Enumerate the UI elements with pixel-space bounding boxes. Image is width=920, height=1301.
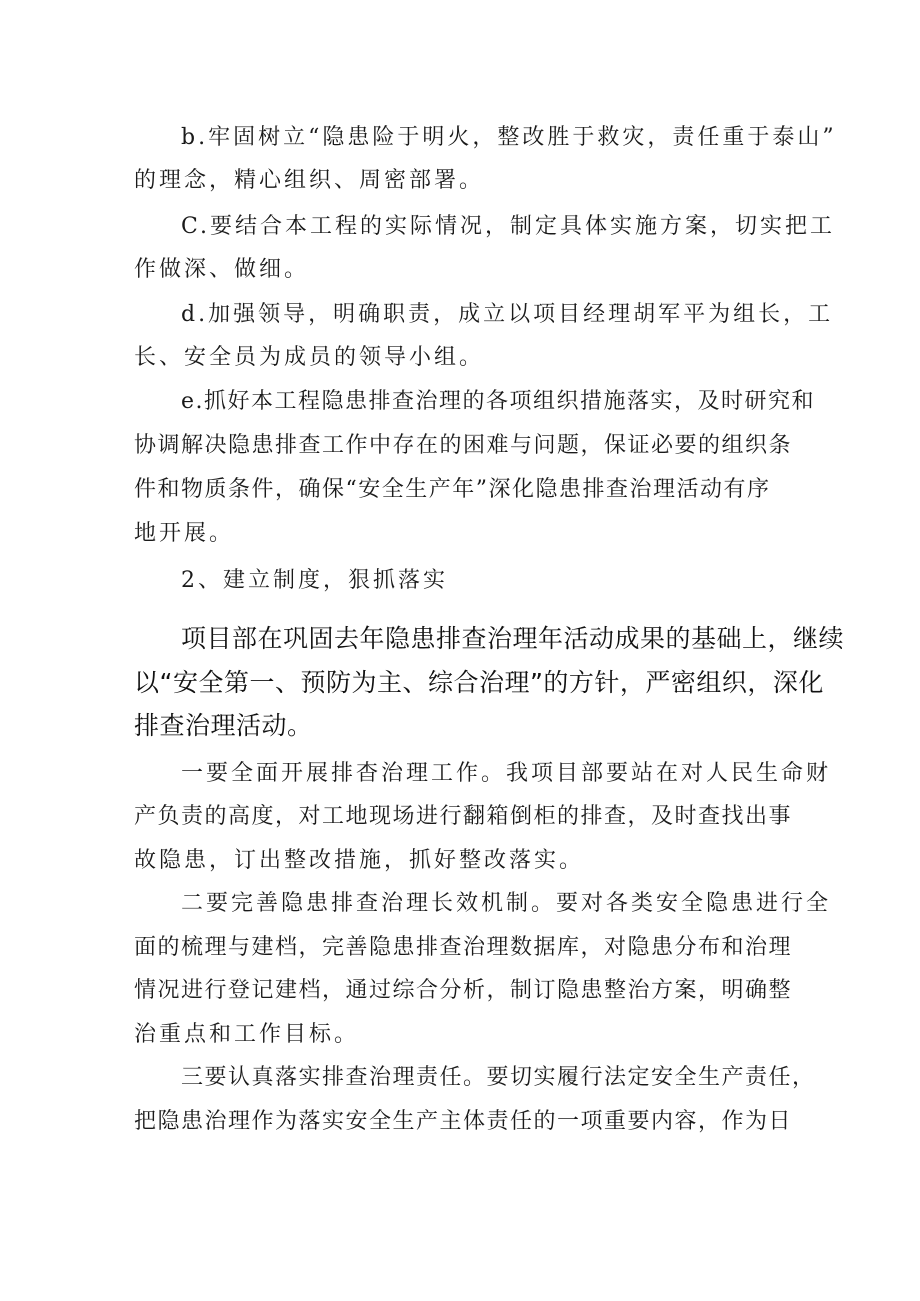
paragraph-line: 面的梳理与建档，完善隐患排查治理数据库，对隐患分布和治理 [134, 935, 793, 960]
paragraph-line: e.抓好本工程隐患排查治理的各项组织措施落实，及时研究和 [181, 389, 816, 414]
paragraph-line: 把隐患治理作为落实安全生产主体责任的一项重要内容，作为日 [134, 1109, 793, 1134]
paragraph-line: 产负责的高度，对工地现场进行翻箱倒柜的排查，及时查找出事 [134, 804, 793, 829]
paragraph-line: 二要完善隐患排查治理长效机制。要对各类安全隐患进行全 [181, 891, 832, 916]
paragraph-line: 的理念，精心组织、周密部署。 [134, 168, 485, 193]
paragraph-line: 地开展。 [134, 521, 235, 546]
paragraph-line: 三要认真落实排查治理责任。要切实履行法定安全生产责任， [181, 1065, 816, 1090]
paragraph-line: 项目部在巩固去年隐患排查治理年活动成果的基础上，继续 [181, 624, 845, 653]
paragraph-line: b.牢固树立“隐患险于明火，整改胜于救灾，责任重于泰山” [181, 125, 837, 150]
paragraph-line: 协调解决隐患排查工作中存在的困难与问题，保证必要的组织条 [134, 433, 793, 458]
section-heading-text: 2、建立制度，狠抓落实 [181, 568, 448, 593]
paragraph-line: d.加强领导，明确职责，成立以项目经理胡军平为组长，工 [181, 302, 834, 327]
paragraph-line: 件和物质条件，确保“安全生产年”深化隐患排查治理活动有序 [134, 477, 771, 502]
paragraph-line: 故隐患，订出整改措施，抓好整改落实。 [134, 848, 585, 873]
paragraph-line: 以“安全第一、预防为主、综合治理”的方针，严密组织，深化 [134, 668, 824, 697]
paragraph-line: 治重点和工作目标。 [134, 1022, 360, 1047]
paragraph-line: 长、安全员为成员的领导小组。 [134, 345, 485, 370]
paragraph-line: 一要全面开展排杳治理工作。我项目部要站在对人民生命财 [181, 761, 832, 786]
paragraph-line: C.要结合本工程的实际情况，制定具体实施方案，切实把工 [181, 214, 836, 239]
paragraph-line: 排查治理活动。 [134, 711, 313, 740]
paragraph-line: 作做深、做细。 [134, 257, 310, 282]
paragraph-line: 情况进行登记建档，通过综合分析，制订隐患整治方案，明确整 [134, 978, 793, 1003]
